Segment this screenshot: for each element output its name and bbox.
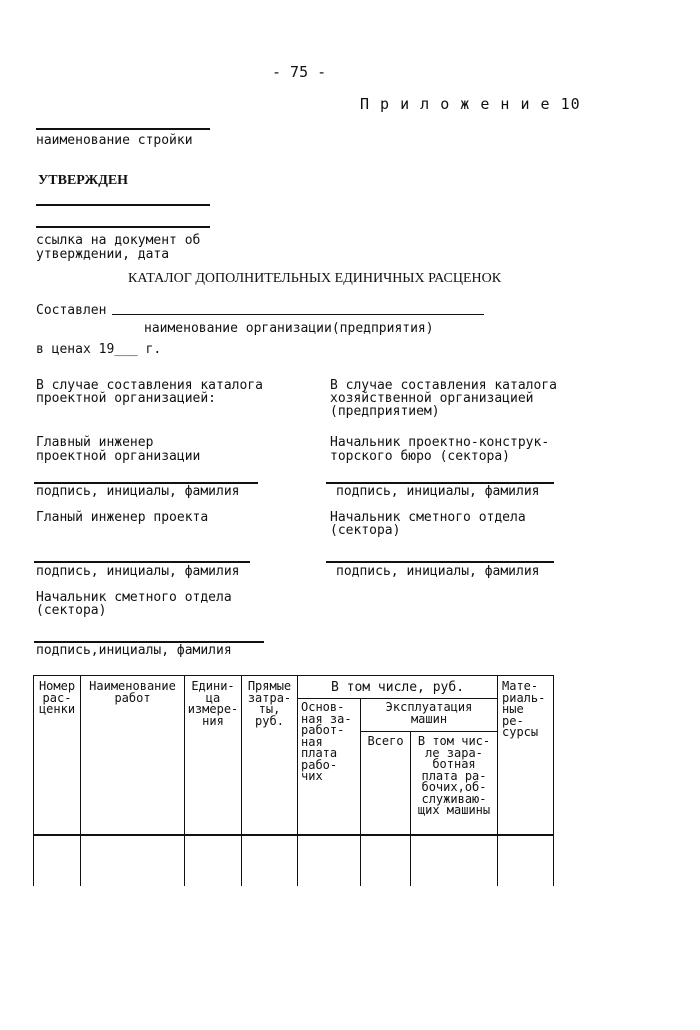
header-machine-wage: В том чис- ле зара- ботная плата ра- бочих,об- служиваю- щих машины <box>417 734 491 817</box>
right-signature-label-2: подпись, инициалы, фамилия <box>336 564 540 579</box>
table-col-divider-4 <box>297 675 298 886</box>
left-signature-label-1: подпись, инициалы, фамилия <box>36 484 240 499</box>
left-signature-label-2: подпись, инициалы, фамилия <box>36 564 240 579</box>
header-work-name: Наименование работ <box>89 679 176 705</box>
construction-name-label: наименование стройки <box>36 133 193 148</box>
doc-ref-line2: утверждении, дата <box>36 247 170 262</box>
header-unit: Едини- ца измере- ния <box>187 679 239 728</box>
table-col-divider-7 <box>497 675 498 886</box>
header-direct-costs: Прямые затра- ты, руб. <box>247 679 292 728</box>
right-signature-label-1: подпись, инициалы, фамилия <box>336 484 540 499</box>
construction-name-line <box>36 128 210 130</box>
header-rate-number: Номер рас- ценки <box>38 679 76 716</box>
table-top-border <box>33 675 553 676</box>
prices-label: в ценах 19___ г. <box>36 342 162 357</box>
project-chief-label: Гланый инженер проекта <box>36 510 209 525</box>
compiled-label: Составлен <box>36 303 107 318</box>
approved-line-1 <box>36 204 210 206</box>
header-total: Всего <box>367 734 404 748</box>
table-col-divider-5 <box>360 698 361 886</box>
left-estimate-head-line2: (сектора) <box>36 603 107 618</box>
table-machines-line <box>360 731 497 732</box>
left-case-line1: В случае составления каталога <box>36 378 263 393</box>
compiled-line <box>112 314 484 315</box>
right-estimate-head-line1: Начальник сметного отдела <box>330 510 526 525</box>
right-case-line3: (предприятием) <box>330 404 440 419</box>
header-machine-operation: Эксплуатация машин <box>385 700 473 726</box>
approved-line-2 <box>36 226 210 228</box>
right-case-line1: В случае составления каталога <box>330 378 557 393</box>
left-signature-line-2 <box>34 561 250 563</box>
chief-engineer-line1: Главный инженер <box>36 435 154 450</box>
left-signature-label-3: подпись,инициалы, фамилия <box>36 643 232 658</box>
approved-label: УТВЕРЖДЕН <box>38 173 129 188</box>
left-case-line2: проектной организацией: <box>36 391 217 406</box>
right-case-line2: хозяйственной организацией <box>330 391 534 406</box>
appendix-label: П р и л о ж е н и е 10 <box>360 95 581 113</box>
header-base-wage: Основ- ная за- работ- ная плата рабо- чих <box>301 700 352 783</box>
page-number: - 75 - <box>272 63 327 81</box>
right-signature-line-2 <box>326 561 554 563</box>
org-name-label: наименование организации(предприятия) <box>144 321 434 336</box>
table-header-bottom <box>33 834 553 836</box>
doc-ref-line1: ссылка на документ об <box>36 233 201 248</box>
header-including-group: В том числе, руб. <box>330 680 465 695</box>
bureau-head-line1: Начальник проектно-конструк- <box>330 435 550 450</box>
left-estimate-head-line1: Начальник сметного отдела <box>36 590 232 605</box>
table-subheader-line <box>297 698 497 699</box>
catalog-title: КАТАЛОГ ДОПОЛНИТЕЛЬНЫХ ЕДИНИЧНЫХ РАСЦЕНОК <box>128 271 502 286</box>
table-right-border <box>553 675 554 886</box>
right-estimate-head-line2: (сектора) <box>330 523 401 538</box>
table-col-divider-1 <box>80 675 81 886</box>
bureau-head-line2: торского бюро (сектора) <box>330 449 511 464</box>
chief-engineer-line2: проектной организации <box>36 449 201 464</box>
header-materials: Мате- риаль- ные ре- сурсы <box>502 679 546 739</box>
